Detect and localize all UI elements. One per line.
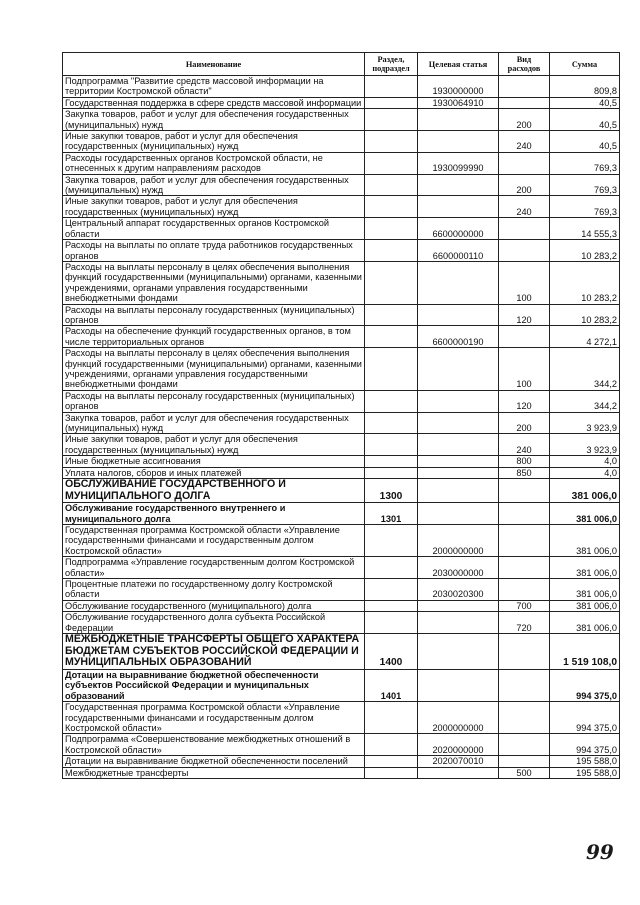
cell-name: Дотации на выравнивание бюджетной обеспеченности субъектов Российской Федерации и муниципальных образований	[63, 669, 365, 701]
cell-target: 1930000000	[418, 76, 499, 98]
cell-section	[365, 734, 418, 756]
page-number: 99	[586, 840, 614, 864]
cell-name: Дотации на выравнивание бюджетной обеспеченности поселений	[63, 756, 365, 767]
cell-sum: 40,5	[550, 131, 620, 153]
cell-type: 850	[499, 467, 550, 478]
cell-sum: 4,0	[550, 467, 620, 478]
cell-section: 1301	[365, 503, 418, 525]
cell-section	[365, 304, 418, 326]
cell-type	[499, 557, 550, 579]
cell-target: 1930064910	[418, 97, 499, 108]
cell-name: Иные закупки товаров, работ и услуг для обеспечения государственных (муниципальных) нужд	[63, 196, 365, 218]
table-row	[63, 557, 620, 579]
cell-sum: 809,8	[550, 76, 620, 98]
cell-section	[365, 412, 418, 434]
cell-type: 100	[499, 348, 550, 391]
cell-type: 700	[499, 600, 550, 611]
table-row	[63, 767, 620, 778]
cell-type: 200	[499, 109, 550, 131]
cell-type	[499, 503, 550, 525]
cell-sum: 40,5	[550, 97, 620, 108]
table-row	[63, 434, 620, 456]
cell-section	[365, 152, 418, 174]
cell-target	[418, 348, 499, 391]
cell-target	[418, 390, 499, 412]
cell-target: 2000000000	[418, 702, 499, 734]
cell-target	[418, 196, 499, 218]
table-row	[63, 525, 620, 557]
cell-name: Подпрограмма "Развитие средств массовой информации на территории Костромской области"	[63, 76, 365, 98]
cell-type: 240	[499, 131, 550, 153]
cell-section	[365, 756, 418, 767]
cell-sum: 381 006,0	[550, 479, 620, 503]
header-name: Наименование	[63, 53, 365, 76]
cell-sum: 344,2	[550, 390, 620, 412]
cell-section	[365, 196, 418, 218]
cell-type: 500	[499, 767, 550, 778]
cell-target	[418, 261, 499, 304]
cell-target	[418, 412, 499, 434]
cell-target	[418, 600, 499, 611]
cell-name: Обслуживание государственного (муниципального) долга	[63, 600, 365, 611]
table-row	[63, 612, 620, 634]
cell-sum: 381 006,0	[550, 579, 620, 601]
budget-table-container	[62, 52, 619, 779]
cell-sum: 10 283,2	[550, 240, 620, 262]
cell-type	[499, 76, 550, 98]
table-row	[63, 152, 620, 174]
cell-type	[499, 756, 550, 767]
cell-target	[418, 456, 499, 467]
cell-target	[418, 131, 499, 153]
table-body	[63, 76, 620, 779]
cell-target	[418, 767, 499, 778]
cell-target	[418, 304, 499, 326]
cell-type: 240	[499, 434, 550, 456]
cell-name: Закупка товаров, работ и услуг для обеспечения государственных (муниципальных) нужд	[63, 109, 365, 131]
cell-name: Уплата налогов, сборов и иных платежей	[63, 467, 365, 478]
header-section: Раздел, подраздел	[365, 53, 418, 76]
cell-section	[365, 467, 418, 478]
cell-section	[365, 131, 418, 153]
cell-name: Государственная программа Костромской области «Управление государственными финансами и государственным долгом Костромской области»	[63, 525, 365, 557]
cell-type	[499, 525, 550, 557]
cell-section	[365, 174, 418, 196]
cell-type	[499, 240, 550, 262]
cell-section	[365, 240, 418, 262]
cell-target: 2030020300	[418, 579, 499, 601]
cell-section	[365, 348, 418, 391]
cell-sum: 4,0	[550, 456, 620, 467]
cell-name: Государственная поддержка в сфере средств массовой информации	[63, 97, 365, 108]
budget-table	[62, 52, 620, 779]
cell-target	[418, 479, 499, 503]
cell-target	[418, 612, 499, 634]
cell-section	[365, 97, 418, 108]
cell-target	[418, 174, 499, 196]
cell-target	[418, 503, 499, 525]
cell-name: Обслуживание государственного долга субъекта Российской Федерации	[63, 612, 365, 634]
table-row	[63, 348, 620, 391]
cell-sum: 4 272,1	[550, 326, 620, 348]
cell-target	[418, 634, 499, 670]
table-row	[63, 131, 620, 153]
cell-type	[499, 669, 550, 701]
cell-sum: 14 555,3	[550, 218, 620, 240]
header-sum: Сумма	[550, 53, 620, 76]
cell-name: ОБСЛУЖИВАНИЕ ГОСУДАРСТВЕННОГО И МУНИЦИПАЛЬНОГО ДОЛГА	[63, 479, 365, 503]
cell-sum: 994 375,0	[550, 702, 620, 734]
cell-section: 1300	[365, 479, 418, 503]
cell-section: 1400	[365, 634, 418, 670]
table-row	[63, 261, 620, 304]
cell-type: 800	[499, 456, 550, 467]
cell-sum: 40,5	[550, 109, 620, 131]
cell-name: Расходы на обеспечение функций государственных органов, в том числе территориальных органов	[63, 326, 365, 348]
cell-name: Расходы на выплаты персоналу государственных (муниципальных) органов	[63, 390, 365, 412]
cell-section	[365, 456, 418, 467]
cell-type	[499, 152, 550, 174]
cell-type	[499, 634, 550, 670]
cell-sum: 195 588,0	[550, 767, 620, 778]
cell-section	[365, 109, 418, 131]
cell-type: 100	[499, 261, 550, 304]
cell-section	[365, 612, 418, 634]
cell-target: 2030000000	[418, 557, 499, 579]
cell-target	[418, 467, 499, 478]
cell-type: 200	[499, 412, 550, 434]
cell-name: Межбюджетные трансферты	[63, 767, 365, 778]
cell-name: Подпрограмма «Совершенствование межбюджетных отношений в Костромской области»	[63, 734, 365, 756]
table-row	[63, 756, 620, 767]
table-row	[63, 174, 620, 196]
cell-sum: 3 923,9	[550, 434, 620, 456]
cell-sum: 3 923,9	[550, 412, 620, 434]
cell-name: Иные бюджетные ассигнования	[63, 456, 365, 467]
cell-section	[365, 261, 418, 304]
cell-type: 240	[499, 196, 550, 218]
cell-target: 2000000000	[418, 525, 499, 557]
cell-target: 1930099990	[418, 152, 499, 174]
cell-section: 1401	[365, 669, 418, 701]
cell-section	[365, 218, 418, 240]
table-row	[63, 196, 620, 218]
table-row	[63, 390, 620, 412]
cell-target	[418, 669, 499, 701]
cell-type: 120	[499, 304, 550, 326]
cell-section	[365, 76, 418, 98]
table-row	[63, 503, 620, 525]
cell-section	[365, 767, 418, 778]
cell-sum: 994 375,0	[550, 669, 620, 701]
cell-sum: 381 006,0	[550, 557, 620, 579]
table-row	[63, 634, 620, 670]
table-row	[63, 456, 620, 467]
cell-section	[365, 434, 418, 456]
cell-section	[365, 326, 418, 348]
cell-section	[365, 702, 418, 734]
cell-name: Расходы государственных органов Костромской области, не отнесенных к другим направлениям расходов	[63, 152, 365, 174]
cell-type	[499, 702, 550, 734]
table-row	[63, 600, 620, 611]
cell-sum: 381 006,0	[550, 612, 620, 634]
cell-sum: 769,3	[550, 174, 620, 196]
cell-name: Расходы на выплаты по оплате труда работников государственных органов	[63, 240, 365, 262]
header-type: Вид расходов	[499, 53, 550, 76]
cell-sum: 195 588,0	[550, 756, 620, 767]
cell-sum: 381 006,0	[550, 525, 620, 557]
table-row	[63, 734, 620, 756]
cell-target	[418, 434, 499, 456]
cell-sum: 344,2	[550, 348, 620, 391]
cell-name: Расходы на выплаты персоналу в целях обеспечения выполнения функций государственными (муниципальными) органами, казенными учреждениями, органами управления государственными внебюджетными фондами	[63, 348, 365, 391]
cell-name: Центральный аппарат государственных органов Костромской области	[63, 218, 365, 240]
table-row	[63, 97, 620, 108]
cell-type: 200	[499, 174, 550, 196]
cell-sum: 381 006,0	[550, 503, 620, 525]
cell-name: Иные закупки товаров, работ и услуг для обеспечения государственных (муниципальных) нужд	[63, 434, 365, 456]
cell-target: 2020000000	[418, 734, 499, 756]
table-row	[63, 240, 620, 262]
cell-type	[499, 218, 550, 240]
cell-name: Государственная программа Костромской области «Управление государственными финансами и государственным долгом Костромской области»	[63, 702, 365, 734]
cell-target: 2020070010	[418, 756, 499, 767]
cell-name: Закупка товаров, работ и услуг для обеспечения государственных (муниципальных) нужд	[63, 174, 365, 196]
cell-name: Обслуживание государственного внутреннего и муниципального долга	[63, 503, 365, 525]
cell-section	[365, 600, 418, 611]
header-target: Целевая статья	[418, 53, 499, 76]
table-row	[63, 412, 620, 434]
table-row	[63, 579, 620, 601]
cell-sum: 10 283,2	[550, 261, 620, 304]
cell-name: Расходы на выплаты персоналу в целях обеспечения выполнения функций государственными (муниципальными) органами, казенными учреждениями, органами управления государственными внебюджетными фондами	[63, 261, 365, 304]
table-row	[63, 76, 620, 98]
cell-name: Процентные платежи по государственному долгу Костромской области	[63, 579, 365, 601]
cell-name: Закупка товаров, работ и услуг для обеспечения государственных (муниципальных) нужд	[63, 412, 365, 434]
cell-section	[365, 579, 418, 601]
cell-section	[365, 525, 418, 557]
cell-name: Иные закупки товаров, работ и услуг для обеспечения государственных (муниципальных) нужд	[63, 131, 365, 153]
table-row	[63, 669, 620, 701]
table-row	[63, 479, 620, 503]
table-row	[63, 326, 620, 348]
cell-target: 6600000110	[418, 240, 499, 262]
cell-type	[499, 326, 550, 348]
table-row	[63, 304, 620, 326]
cell-type	[499, 734, 550, 756]
cell-type	[499, 97, 550, 108]
cell-target: 6600000190	[418, 326, 499, 348]
cell-section	[365, 557, 418, 579]
table-row	[63, 702, 620, 734]
table-row	[63, 109, 620, 131]
cell-name: Расходы на выплаты персоналу государственных (муниципальных) органов	[63, 304, 365, 326]
table-header-row	[63, 53, 620, 76]
cell-name: МЕЖБЮДЖЕТНЫЕ ТРАНСФЕРТЫ ОБЩЕГО ХАРАКТЕРА БЮДЖЕТАМ СУБЪЕКТОВ РОССИЙСКОЙ ФЕДЕРАЦИИ И МУНИЦИПАЛЬНЫХ ОБРАЗОВАНИЙ	[63, 634, 365, 670]
cell-target: 6600000000	[418, 218, 499, 240]
cell-type	[499, 579, 550, 601]
cell-sum: 769,3	[550, 196, 620, 218]
cell-type	[499, 479, 550, 503]
cell-section	[365, 390, 418, 412]
cell-target	[418, 109, 499, 131]
cell-type: 120	[499, 390, 550, 412]
cell-sum: 381 006,0	[550, 600, 620, 611]
table-row	[63, 218, 620, 240]
cell-sum: 994 375,0	[550, 734, 620, 756]
cell-sum: 769,3	[550, 152, 620, 174]
cell-type: 720	[499, 612, 550, 634]
cell-sum: 10 283,2	[550, 304, 620, 326]
cell-sum: 1 519 108,0	[550, 634, 620, 670]
cell-name: Подпрограмма «Управление государственным долгом Костромской области»	[63, 557, 365, 579]
table-row	[63, 467, 620, 478]
